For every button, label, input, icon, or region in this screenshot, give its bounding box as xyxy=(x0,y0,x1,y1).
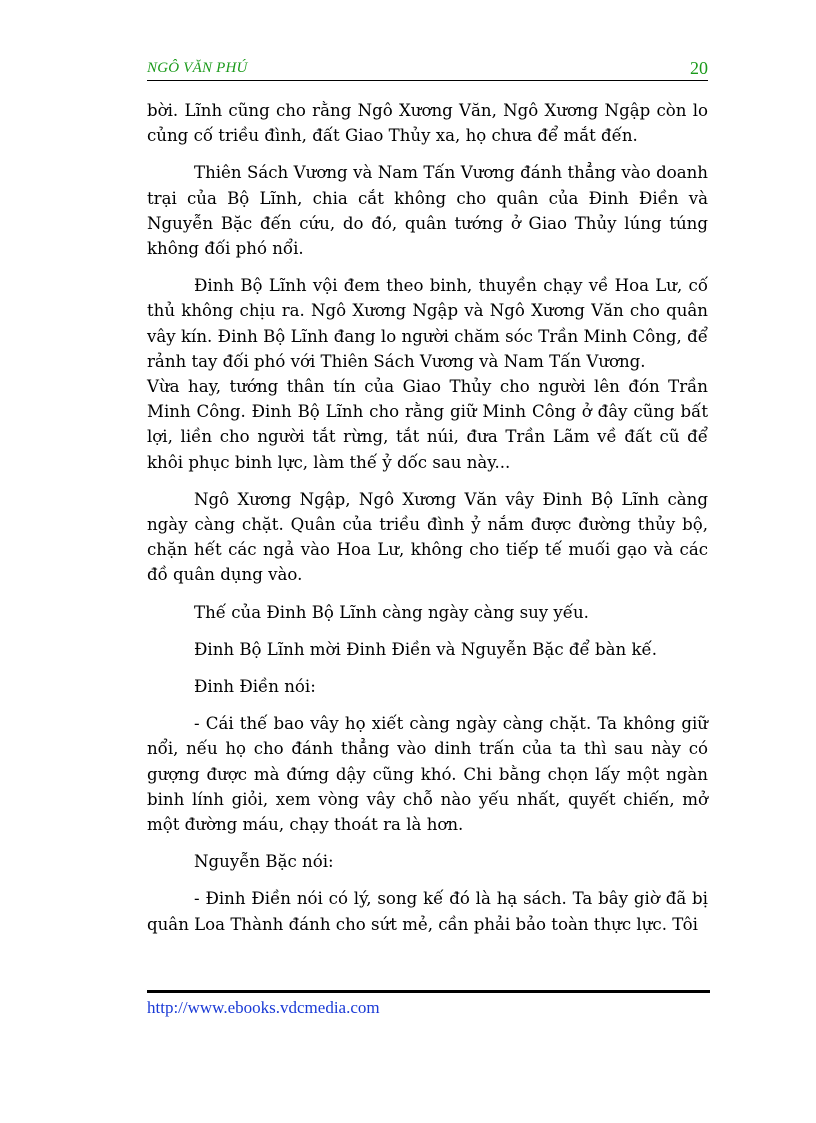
paragraph: Thiên Sách Vương và Nam Tấn Vương đánh thẳng vào doanh trại của Bộ Lĩnh, chia cắt không cho quân của Đinh Điền và Nguyễn Bặc đến cứu, do đó, quân tướng ở Giao Thủy lúng túng không đối phó nổi. xyxy=(147,163,708,259)
footer-link[interactable]: http://www.ebooks.vdcmedia.com xyxy=(147,998,380,1017)
header-author: NGÔ VĂN PHÚ xyxy=(147,60,248,76)
paragraph: Nguyễn Bặc nói: xyxy=(194,852,334,872)
footer-divider xyxy=(147,990,710,993)
body-text xyxy=(147,98,708,949)
page-header xyxy=(147,58,708,81)
paragraph: Đinh Bộ Lĩnh vội đem theo binh, thuyền chạy về Hoa Lư, cố thủ không chịu ra. Ngô Xương Ngập và Ngô Xương Văn cho quân vây kín. Đinh Bộ Lĩnh đang lo người chăm sóc Trần Minh Công, để rảnh tay đối phó với Thiên Sách Vương và Nam Tấn Vương. xyxy=(147,276,708,371)
paragraph: bời. Lĩnh cũng cho rằng Ngô Xương Văn, Ngô Xương Ngập còn lo củng cố triều đình, đất Giao Thủy xa, họ chưa để mắt đến. xyxy=(147,101,708,146)
page-number: 20 xyxy=(690,58,708,78)
paragraph: Ngô Xương Ngập, Ngô Xương Văn vây Đinh Bộ Lĩnh càng ngày càng chặt. Quân của triều đình ỷ nắm được đường thủy bộ, chặn hết các ngả vào Hoa Lư, không cho tiếp tế muối gạo và các đồ quân dụng vào. xyxy=(147,489,708,585)
paragraph: Đinh Bộ Lĩnh mời Đinh Điền và Nguyễn Bặc để bàn kế. xyxy=(194,639,658,659)
paragraph: Thế của Đinh Bộ Lĩnh càng ngày càng suy yếu. xyxy=(194,602,589,622)
paragraph: - Cái thế bao vây họ xiết càng ngày càng chặt. Ta không giữ nổi, nếu họ cho đánh thẳng vào dinh trấn của ta thì sau này có gượng được mà đứng dậy cũng khó. Chi bằng chọn lấy một ngàn binh lính giỏi, xem vòng vây chỗ nào yếu nhất, quyết chiến, mở một đường máu, chạy thoát ra là hơn. xyxy=(147,714,708,835)
paragraph: Vừa hay, tướng thân tín của Giao Thủy cho người lên đón Trần Minh Công. Đinh Bộ Lĩnh cho rằng giữ Minh Công ở đây cũng bất lợi, liền cho người tắt rừng, tắt núi, đưa Trần Lãm về đất cũ để khôi phục binh lực, làm thế ỷ dốc sau này... xyxy=(147,377,708,472)
paragraph: - Đinh Điền nói có lý, song kế đó là hạ sách. Ta bây giờ đã bị quân Loa Thành đánh cho sứt mẻ, cần phải bảo toàn thực lực. Tôi xyxy=(147,889,708,934)
paragraph: Đinh Điền nói: xyxy=(194,677,316,697)
